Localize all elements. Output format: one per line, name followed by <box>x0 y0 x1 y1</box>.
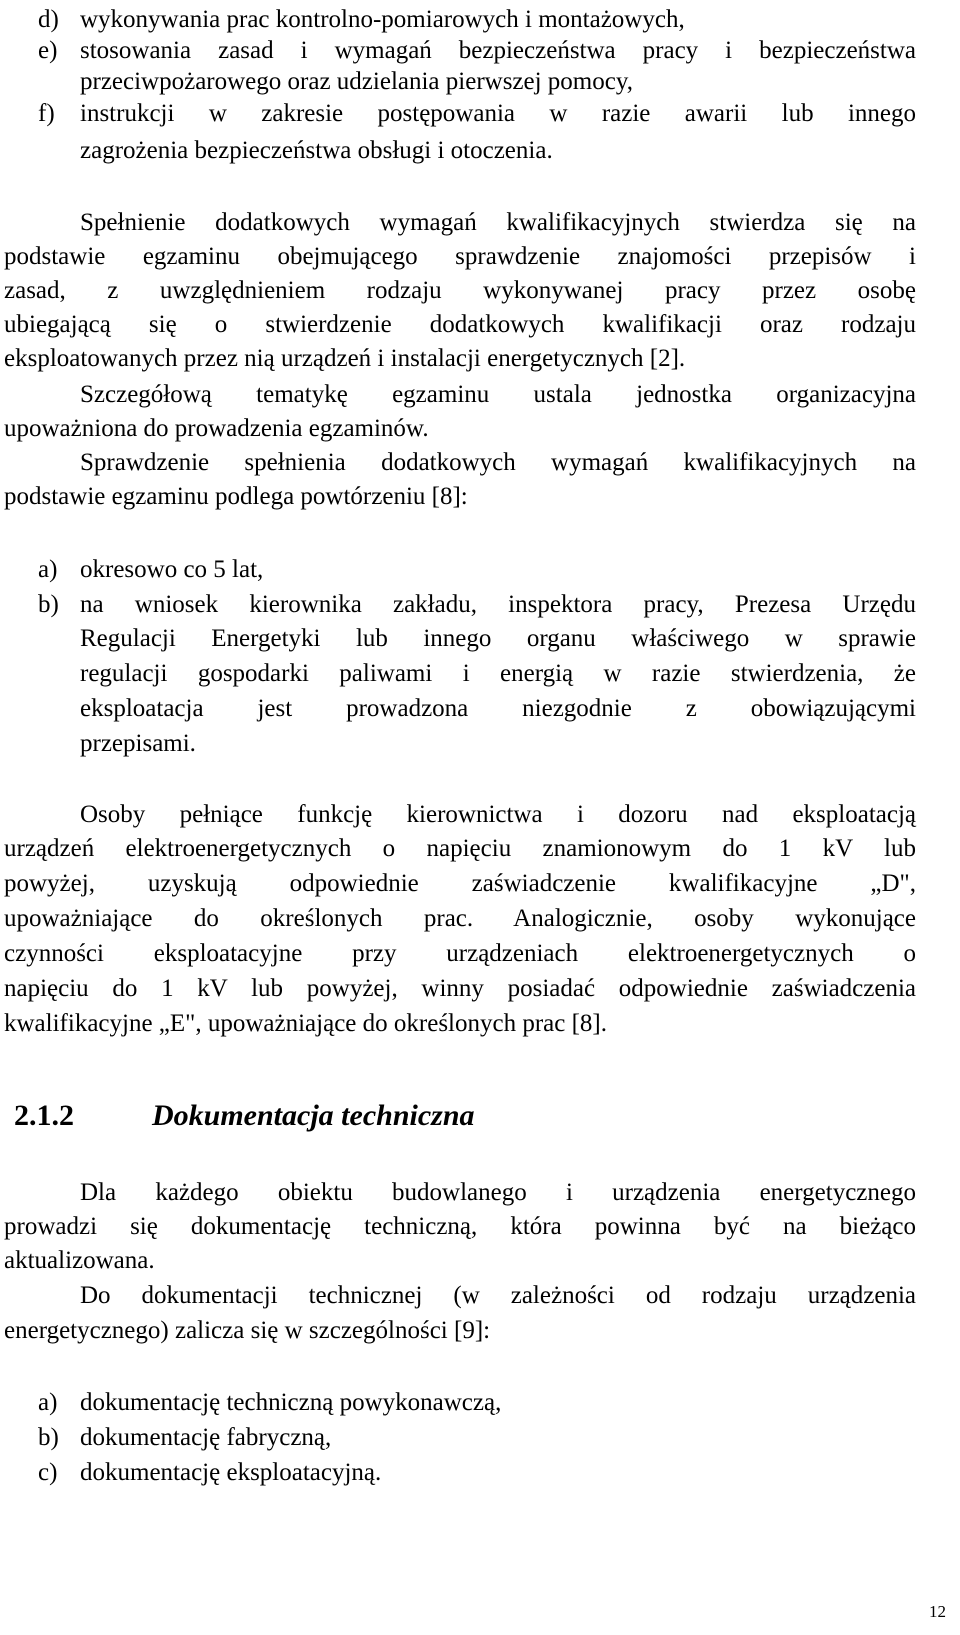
paragraph-line: energetycznego) zalicza się w szczególności [9]: <box>4 1317 491 1344</box>
paragraph-line: Do dokumentacji technicznej (w zależności od rodzaju urządzenia <box>80 1282 916 1309</box>
paragraph-line: Sprawdzenie spełnienia dodatkowych wymagań kwalifikacyjnych na <box>80 449 916 476</box>
paragraph-line: powyżej, uzyskują odpowiednie zaświadczenie kwalifikacyjne „D", <box>4 870 916 897</box>
list-text: wykonywania prac kontrolno-pomiarowych i montażowych, <box>80 6 685 33</box>
list-text: dokumentację fabryczną, <box>80 1424 332 1451</box>
list-text: stosowania zasad i wymagań bezpieczeństwa pracy i bezpieczeństwa <box>80 37 916 64</box>
paragraph-line: Szczegółową tematykę egzaminu ustala jednostka organizacyjna <box>80 381 916 408</box>
list-text: na wniosek kierownika zakładu, inspektora pracy, Prezesa Urzędu <box>80 591 916 618</box>
paragraph-line: urządzeń elektroenergetycznych o napięciu znamionowym do 1 kV lub <box>4 835 916 862</box>
list-text: instrukcji w zakresie postępowania w razie awarii lub innego <box>80 100 916 127</box>
list-text: dokumentację techniczną powykonawczą, <box>80 1389 502 1416</box>
paragraph-line: upoważniające do określonych prac. Analogicznie, osoby wykonujące <box>4 905 916 932</box>
paragraph-line: Dla każdego obiektu budowlanego i urządzenia energetycznego <box>80 1179 916 1206</box>
list-text: zagrożenia bezpieczeństwa obsługi i otoczenia. <box>80 137 553 164</box>
list-label: b) <box>38 591 59 618</box>
list-text: okresowo co 5 lat, <box>80 556 264 583</box>
section-heading <box>14 1098 475 1134</box>
paragraph-line: aktualizowana. <box>4 1247 155 1274</box>
list-text: regulacji gospodarki paliwami i energią w razie stwierdzenia, że <box>80 660 916 687</box>
list-text: dokumentację eksploatacyjną. <box>80 1459 382 1486</box>
paragraph-line: kwalifikacyjne „E", upoważniające do określonych prac [8]. <box>4 1010 608 1037</box>
list-label: a) <box>38 1389 58 1416</box>
paragraph-line: Spełnienie dodatkowych wymagań kwalifikacyjnych stwierdza się na <box>80 209 916 236</box>
paragraph-line: prowadzi się dokumentację techniczną, która powinna być na bieżąco <box>4 1213 916 1240</box>
page-number: 12 <box>929 1602 946 1621</box>
list-text: Regulacji Energetyki lub innego organu właściwego w sprawie <box>80 625 916 652</box>
list-text: eksploatacja jest prowadzona niezgodnie z obowiązującymi <box>80 695 916 722</box>
paragraph-line: zasad, z uwzględnieniem rodzaju wykonywanej pracy przez osobę <box>4 277 916 304</box>
paragraph-line: Osoby pełniące funkcję kierownictwa i dozoru nad eksploatacją <box>80 801 916 828</box>
paragraph-line: czynności eksploatacyjne przy urządzeniach elektroenergetycznych o <box>4 940 916 967</box>
paragraph-line: upoważniona do prowadzenia egzaminów. <box>4 415 429 442</box>
list-label: c) <box>38 1459 58 1486</box>
paragraph-line: eksploatowanych przez nią urządzeń i instalacji energetycznych [2]. <box>4 345 686 372</box>
list-text: przeciwpożarowego oraz udzielania pierwszej pomocy, <box>80 68 633 95</box>
section-number: 2.1.2 <box>14 1099 74 1132</box>
paragraph-line: ubiegającą się o stwierdzenie dodatkowych kwalifikacji oraz rodzaju <box>4 311 916 338</box>
paragraph-line: napięciu do 1 kV lub powyżej, winny posiadać odpowiednie zaświadczenia <box>4 975 916 1002</box>
list-label: f) <box>38 100 55 127</box>
paragraph-line: podstawie egzaminu podlega powtórzeniu [8]: <box>4 483 468 510</box>
section-title: Dokumentacja techniczna <box>152 1099 475 1132</box>
list-label: d) <box>38 6 59 33</box>
list-label: a) <box>38 556 58 583</box>
list-label: e) <box>38 37 58 64</box>
list-text: przepisami. <box>80 730 196 757</box>
paragraph-line: podstawie egzaminu obejmującego sprawdzenie znajomości przepisów i <box>4 243 916 270</box>
list-label: b) <box>38 1424 59 1451</box>
